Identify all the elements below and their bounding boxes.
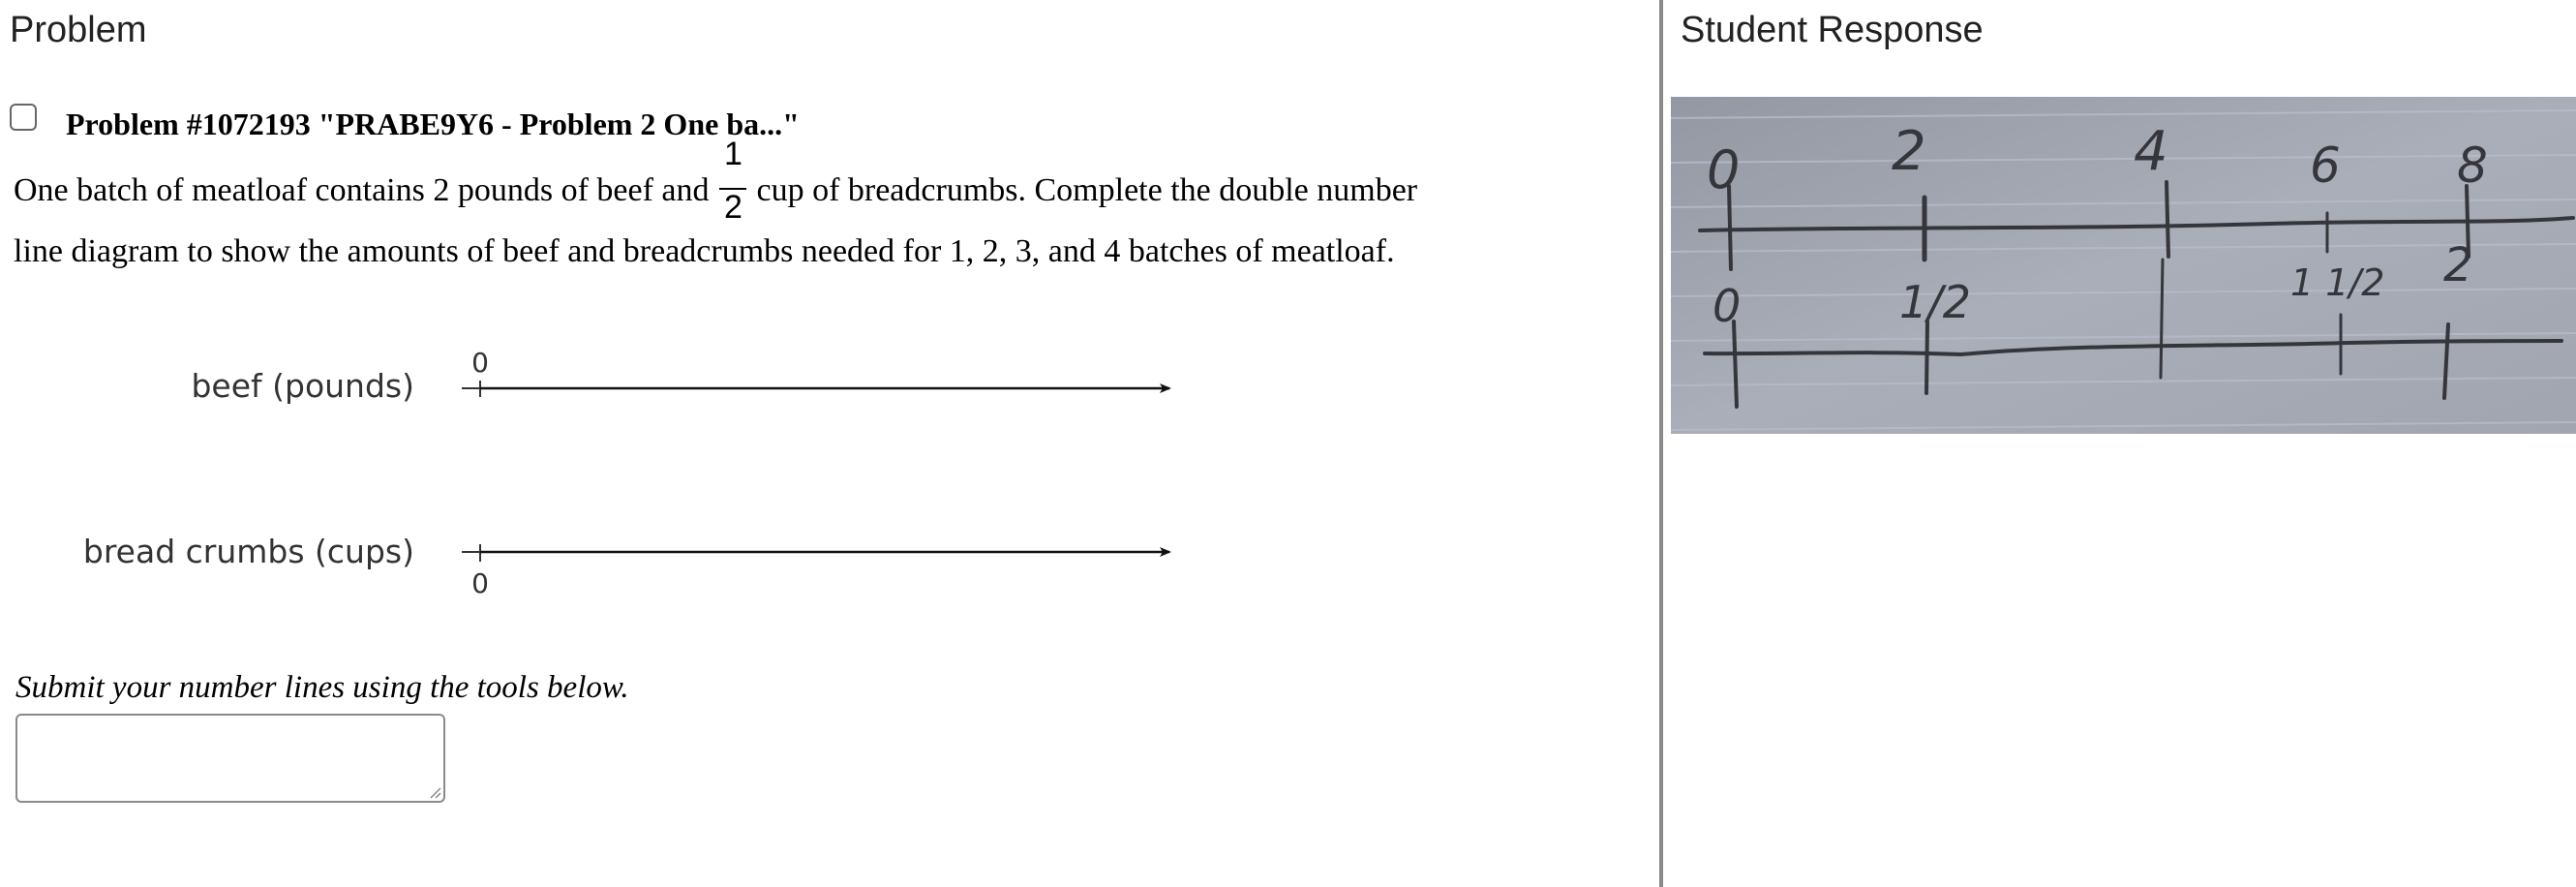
problem-text-line-1: [14, 136, 1418, 227]
top-label-0: 0: [1707, 139, 1741, 200]
beef-zero-label: 0: [471, 347, 489, 379]
top-label-8: 8: [2457, 138, 2488, 194]
bottom-label-0: 0: [1712, 280, 1742, 332]
beef-axis-label: beef (pounds): [191, 367, 414, 405]
student-response-photo: [1671, 97, 2576, 434]
bottom-label-half: 1/2: [1899, 276, 1972, 328]
double-number-line-diagram: [0, 329, 1258, 620]
problem-text-line-2: line diagram to show the amounts of beef and breadcrumbs needed for 1, 2, 3, and 4 batches of meatloaf.: [14, 233, 1395, 269]
submission-prompt: Submit your number lines using the tools below.: [15, 670, 629, 705]
crumbs-zero-label: 0: [471, 567, 489, 599]
bottom-label-one-and-half: 1 1/2: [2290, 261, 2385, 304]
bottom-label-2: 2: [2443, 238, 2473, 292]
top-label-2: 2: [1892, 120, 1926, 183]
problem-text-after-fraction: cup of breadcrumbs. Complete the double number: [756, 172, 1418, 208]
crumbs-axis-label: bread crumbs (cups): [82, 533, 414, 570]
response-pane-title: Student Response: [1681, 10, 1984, 50]
fraction-numerator: 1: [723, 136, 742, 173]
top-tick-4: [2167, 182, 2168, 257]
top-label-6: 6: [2310, 138, 2341, 194]
bottom-tick-half: [1926, 321, 1927, 393]
response-pane: [1663, 0, 2576, 887]
bottom-tick-1: [2161, 260, 2163, 378]
problem-text-before-fraction: One batch of meatloaf contains 2 pounds of beef and: [14, 172, 710, 208]
answer-textarea[interactable]: [15, 714, 445, 803]
top-label-4: 4: [2134, 120, 2168, 183]
fraction-denominator: 2: [723, 189, 742, 227]
problem-pane-title: Problem: [10, 10, 147, 50]
problem-header: Problem #1072193 "PRABE9Y6 - Problem 2 One ba...": [66, 107, 800, 141]
fraction-one-half: [717, 136, 748, 227]
resize-grip-icon[interactable]: [428, 785, 441, 799]
problem-select-checkbox[interactable]: [10, 104, 37, 131]
